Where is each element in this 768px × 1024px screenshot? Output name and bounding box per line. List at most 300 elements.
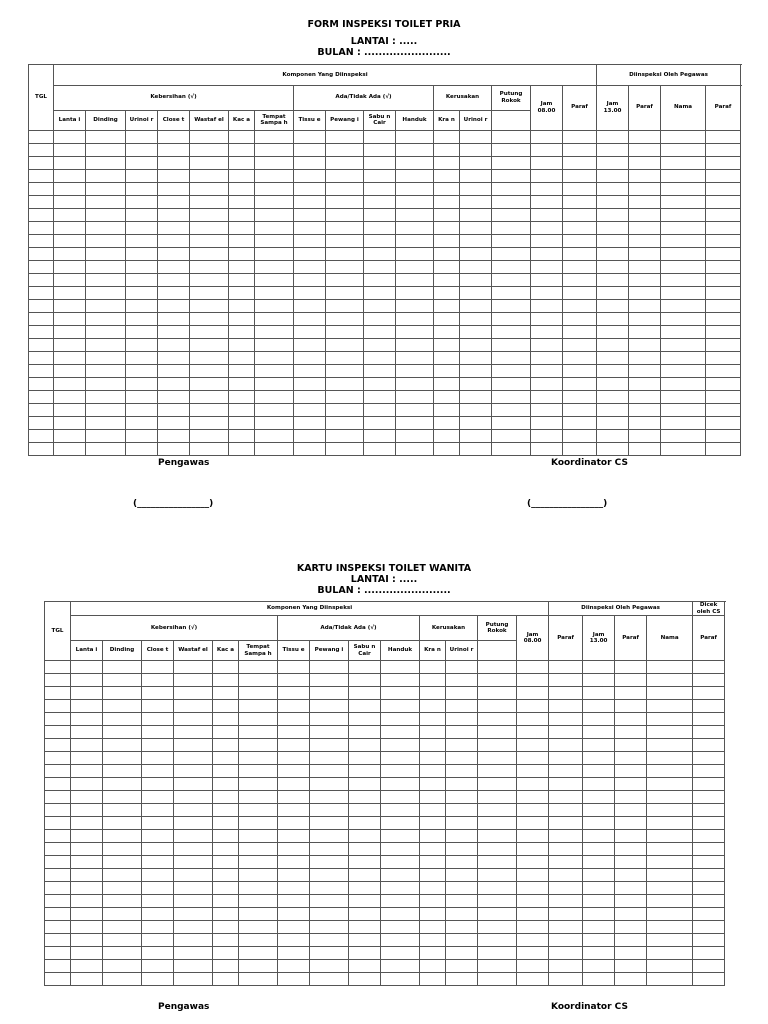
entry-cell[interactable]: [706, 299, 741, 312]
entry-cell[interactable]: [583, 960, 615, 973]
entry-cell[interactable]: [103, 700, 142, 713]
entry-cell[interactable]: [615, 739, 647, 752]
entry-cell[interactable]: [549, 882, 583, 895]
entry-cell[interactable]: [706, 442, 741, 455]
entry-cell[interactable]: [563, 377, 597, 390]
entry-cell[interactable]: [446, 830, 478, 843]
entry-cell[interactable]: [239, 661, 278, 674]
entry-cell[interactable]: [693, 869, 725, 882]
entry-cell[interactable]: [103, 661, 142, 674]
entry-cell[interactable]: [583, 778, 615, 791]
entry-cell[interactable]: [213, 661, 239, 674]
entry-cell[interactable]: [29, 182, 54, 195]
entry-cell[interactable]: [396, 221, 434, 234]
entry-cell[interactable]: [229, 169, 255, 182]
entry-cell[interactable]: [142, 765, 174, 778]
entry-cell[interactable]: [86, 273, 126, 286]
entry-cell[interactable]: [446, 869, 478, 882]
entry-cell[interactable]: [615, 687, 647, 700]
entry-cell[interactable]: [142, 739, 174, 752]
entry-cell[interactable]: [446, 661, 478, 674]
entry-cell[interactable]: [86, 260, 126, 273]
entry-cell[interactable]: [71, 674, 103, 687]
entry-cell[interactable]: [446, 960, 478, 973]
entry-cell[interactable]: [255, 143, 294, 156]
entry-cell[interactable]: [142, 843, 174, 856]
entry-cell[interactable]: [229, 286, 255, 299]
entry-cell[interactable]: [629, 403, 661, 416]
entry-cell[interactable]: [86, 143, 126, 156]
entry-cell[interactable]: [706, 377, 741, 390]
entry-cell[interactable]: [103, 830, 142, 843]
entry-cell[interactable]: [615, 778, 647, 791]
entry-cell[interactable]: [255, 390, 294, 403]
entry-cell[interactable]: [213, 830, 239, 843]
entry-cell[interactable]: [310, 765, 349, 778]
entry-cell[interactable]: [492, 156, 531, 169]
entry-cell[interactable]: [629, 169, 661, 182]
entry-cell[interactable]: [446, 687, 478, 700]
entry-cell[interactable]: [310, 674, 349, 687]
entry-cell[interactable]: [563, 351, 597, 364]
entry-cell[interactable]: [103, 921, 142, 934]
entry-cell[interactable]: [381, 960, 420, 973]
entry-cell[interactable]: [278, 726, 310, 739]
entry-cell[interactable]: [158, 377, 190, 390]
entry-cell[interactable]: [326, 208, 364, 221]
entry-cell[interactable]: [190, 260, 229, 273]
entry-cell[interactable]: [255, 130, 294, 143]
entry-cell[interactable]: [45, 960, 71, 973]
entry-cell[interactable]: [229, 273, 255, 286]
entry-cell[interactable]: [446, 804, 478, 817]
entry-cell[interactable]: [647, 726, 693, 739]
entry-cell[interactable]: [629, 286, 661, 299]
entry-cell[interactable]: [629, 221, 661, 234]
entry-cell[interactable]: [326, 286, 364, 299]
entry-cell[interactable]: [174, 791, 213, 804]
entry-cell[interactable]: [446, 934, 478, 947]
entry-cell[interactable]: [478, 713, 517, 726]
entry-cell[interactable]: [583, 700, 615, 713]
entry-cell[interactable]: [478, 934, 517, 947]
entry-cell[interactable]: [190, 130, 229, 143]
entry-cell[interactable]: [478, 674, 517, 687]
entry-cell[interactable]: [492, 169, 531, 182]
entry-cell[interactable]: [420, 661, 446, 674]
entry-cell[interactable]: [615, 765, 647, 778]
entry-cell[interactable]: [460, 156, 492, 169]
entry-cell[interactable]: [629, 156, 661, 169]
entry-cell[interactable]: [693, 843, 725, 856]
entry-cell[interactable]: [434, 221, 460, 234]
entry-cell[interactable]: [86, 429, 126, 442]
entry-cell[interactable]: [326, 299, 364, 312]
entry-cell[interactable]: [278, 830, 310, 843]
entry-cell[interactable]: [517, 895, 549, 908]
entry-cell[interactable]: [239, 713, 278, 726]
entry-cell[interactable]: [396, 260, 434, 273]
entry-cell[interactable]: [492, 247, 531, 260]
entry-cell[interactable]: [563, 416, 597, 429]
entry-cell[interactable]: [142, 661, 174, 674]
entry-cell[interactable]: [45, 739, 71, 752]
entry-cell[interactable]: [563, 169, 597, 182]
entry-cell[interactable]: [517, 700, 549, 713]
entry-cell[interactable]: [583, 713, 615, 726]
entry-cell[interactable]: [460, 195, 492, 208]
entry-cell[interactable]: [693, 947, 725, 960]
entry-cell[interactable]: [71, 830, 103, 843]
entry-cell[interactable]: [531, 390, 563, 403]
entry-cell[interactable]: [517, 661, 549, 674]
entry-cell[interactable]: [563, 273, 597, 286]
entry-cell[interactable]: [45, 947, 71, 960]
entry-cell[interactable]: [213, 778, 239, 791]
entry-cell[interactable]: [706, 156, 741, 169]
entry-cell[interactable]: [29, 286, 54, 299]
entry-cell[interactable]: [126, 442, 158, 455]
entry-cell[interactable]: [693, 830, 725, 843]
entry-cell[interactable]: [549, 869, 583, 882]
entry-cell[interactable]: [255, 377, 294, 390]
entry-cell[interactable]: [420, 843, 446, 856]
entry-cell[interactable]: [71, 687, 103, 700]
entry-cell[interactable]: [174, 778, 213, 791]
entry-cell[interactable]: [706, 390, 741, 403]
entry-cell[interactable]: [381, 765, 420, 778]
entry-cell[interactable]: [310, 752, 349, 765]
entry-cell[interactable]: [396, 247, 434, 260]
entry-cell[interactable]: [71, 843, 103, 856]
entry-cell[interactable]: [239, 934, 278, 947]
entry-cell[interactable]: [29, 221, 54, 234]
entry-cell[interactable]: [190, 312, 229, 325]
entry-cell[interactable]: [45, 713, 71, 726]
entry-cell[interactable]: [54, 299, 86, 312]
entry-cell[interactable]: [255, 351, 294, 364]
entry-cell[interactable]: [629, 130, 661, 143]
entry-cell[interactable]: [396, 143, 434, 156]
entry-cell[interactable]: [310, 934, 349, 947]
entry-cell[interactable]: [661, 182, 706, 195]
entry-cell[interactable]: [71, 908, 103, 921]
entry-cell[interactable]: [563, 442, 597, 455]
entry-cell[interactable]: [615, 713, 647, 726]
entry-cell[interactable]: [29, 208, 54, 221]
entry-cell[interactable]: [563, 234, 597, 247]
entry-cell[interactable]: [420, 973, 446, 986]
entry-cell[interactable]: [142, 908, 174, 921]
entry-cell[interactable]: [349, 726, 381, 739]
entry-cell[interactable]: [349, 674, 381, 687]
entry-cell[interactable]: [326, 390, 364, 403]
entry-cell[interactable]: [478, 661, 517, 674]
entry-cell[interactable]: [381, 804, 420, 817]
entry-cell[interactable]: [54, 234, 86, 247]
entry-cell[interactable]: [310, 791, 349, 804]
entry-cell[interactable]: [229, 351, 255, 364]
entry-cell[interactable]: [86, 390, 126, 403]
entry-cell[interactable]: [531, 299, 563, 312]
entry-cell[interactable]: [103, 765, 142, 778]
entry-cell[interactable]: [597, 364, 629, 377]
entry-cell[interactable]: [239, 973, 278, 986]
entry-cell[interactable]: [294, 156, 326, 169]
entry-cell[interactable]: [278, 921, 310, 934]
entry-cell[interactable]: [103, 947, 142, 960]
entry-cell[interactable]: [661, 273, 706, 286]
entry-cell[interactable]: [142, 869, 174, 882]
entry-cell[interactable]: [597, 416, 629, 429]
entry-cell[interactable]: [213, 765, 239, 778]
entry-cell[interactable]: [294, 403, 326, 416]
entry-cell[interactable]: [54, 351, 86, 364]
entry-cell[interactable]: [142, 882, 174, 895]
entry-cell[interactable]: [239, 817, 278, 830]
entry-cell[interactable]: [434, 247, 460, 260]
entry-cell[interactable]: [693, 726, 725, 739]
entry-cell[interactable]: [158, 182, 190, 195]
entry-cell[interactable]: [255, 182, 294, 195]
entry-cell[interactable]: [531, 208, 563, 221]
entry-cell[interactable]: [190, 416, 229, 429]
entry-cell[interactable]: [661, 156, 706, 169]
entry-cell[interactable]: [396, 208, 434, 221]
entry-cell[interactable]: [71, 856, 103, 869]
entry-cell[interactable]: [174, 895, 213, 908]
entry-cell[interactable]: [71, 869, 103, 882]
entry-cell[interactable]: [583, 804, 615, 817]
entry-cell[interactable]: [597, 442, 629, 455]
entry-cell[interactable]: [239, 843, 278, 856]
entry-cell[interactable]: [174, 687, 213, 700]
entry-cell[interactable]: [434, 312, 460, 325]
entry-cell[interactable]: [420, 856, 446, 869]
entry-cell[interactable]: [126, 208, 158, 221]
entry-cell[interactable]: [706, 247, 741, 260]
entry-cell[interactable]: [563, 403, 597, 416]
entry-cell[interactable]: [517, 843, 549, 856]
entry-cell[interactable]: [294, 247, 326, 260]
entry-cell[interactable]: [349, 960, 381, 973]
entry-cell[interactable]: [531, 130, 563, 143]
entry-cell[interactable]: [364, 234, 396, 247]
entry-cell[interactable]: [706, 429, 741, 442]
entry-cell[interactable]: [693, 765, 725, 778]
entry-cell[interactable]: [86, 286, 126, 299]
entry-cell[interactable]: [364, 286, 396, 299]
entry-cell[interactable]: [597, 234, 629, 247]
entry-cell[interactable]: [661, 403, 706, 416]
entry-cell[interactable]: [615, 882, 647, 895]
entry-cell[interactable]: [349, 908, 381, 921]
entry-cell[interactable]: [492, 312, 531, 325]
entry-cell[interactable]: [278, 869, 310, 882]
entry-cell[interactable]: [434, 338, 460, 351]
entry-cell[interactable]: [239, 960, 278, 973]
entry-cell[interactable]: [71, 817, 103, 830]
entry-cell[interactable]: [381, 921, 420, 934]
entry-cell[interactable]: [706, 351, 741, 364]
entry-cell[interactable]: [446, 908, 478, 921]
entry-cell[interactable]: [434, 156, 460, 169]
entry-cell[interactable]: [629, 182, 661, 195]
entry-cell[interactable]: [563, 182, 597, 195]
entry-cell[interactable]: [434, 260, 460, 273]
entry-cell[interactable]: [434, 208, 460, 221]
entry-cell[interactable]: [478, 830, 517, 843]
entry-cell[interactable]: [647, 778, 693, 791]
entry-cell[interactable]: [420, 739, 446, 752]
entry-cell[interactable]: [239, 947, 278, 960]
entry-cell[interactable]: [190, 234, 229, 247]
entry-cell[interactable]: [396, 429, 434, 442]
entry-cell[interactable]: [54, 442, 86, 455]
entry-cell[interactable]: [190, 377, 229, 390]
entry-cell[interactable]: [597, 247, 629, 260]
entry-cell[interactable]: [213, 895, 239, 908]
entry-cell[interactable]: [349, 739, 381, 752]
entry-cell[interactable]: [661, 208, 706, 221]
entry-cell[interactable]: [597, 156, 629, 169]
entry-cell[interactable]: [239, 765, 278, 778]
entry-cell[interactable]: [255, 208, 294, 221]
entry-cell[interactable]: [517, 752, 549, 765]
entry-cell[interactable]: [517, 739, 549, 752]
entry-cell[interactable]: [326, 364, 364, 377]
entry-cell[interactable]: [420, 791, 446, 804]
entry-cell[interactable]: [229, 390, 255, 403]
entry-cell[interactable]: [45, 830, 71, 843]
entry-cell[interactable]: [294, 325, 326, 338]
entry-cell[interactable]: [54, 247, 86, 260]
entry-cell[interactable]: [349, 765, 381, 778]
entry-cell[interactable]: [142, 921, 174, 934]
entry-cell[interactable]: [349, 934, 381, 947]
entry-cell[interactable]: [478, 752, 517, 765]
entry-cell[interactable]: [531, 351, 563, 364]
entry-cell[interactable]: [255, 260, 294, 273]
entry-cell[interactable]: [629, 273, 661, 286]
entry-cell[interactable]: [86, 338, 126, 351]
entry-cell[interactable]: [531, 377, 563, 390]
entry-cell[interactable]: [71, 778, 103, 791]
entry-cell[interactable]: [86, 182, 126, 195]
entry-cell[interactable]: [629, 247, 661, 260]
entry-cell[interactable]: [420, 882, 446, 895]
entry-cell[interactable]: [381, 843, 420, 856]
entry-cell[interactable]: [531, 429, 563, 442]
entry-cell[interactable]: [239, 739, 278, 752]
entry-cell[interactable]: [381, 830, 420, 843]
entry-cell[interactable]: [294, 208, 326, 221]
entry-cell[interactable]: [583, 830, 615, 843]
entry-cell[interactable]: [549, 804, 583, 817]
entry-cell[interactable]: [278, 687, 310, 700]
entry-cell[interactable]: [126, 416, 158, 429]
entry-cell[interactable]: [310, 700, 349, 713]
entry-cell[interactable]: [629, 351, 661, 364]
entry-cell[interactable]: [326, 442, 364, 455]
entry-cell[interactable]: [142, 791, 174, 804]
entry-cell[interactable]: [531, 416, 563, 429]
entry-cell[interactable]: [460, 442, 492, 455]
entry-cell[interactable]: [460, 182, 492, 195]
entry-cell[interactable]: [54, 338, 86, 351]
entry-cell[interactable]: [531, 169, 563, 182]
entry-cell[interactable]: [492, 338, 531, 351]
entry-cell[interactable]: [310, 687, 349, 700]
entry-cell[interactable]: [126, 260, 158, 273]
entry-cell[interactable]: [310, 804, 349, 817]
entry-cell[interactable]: [239, 687, 278, 700]
entry-cell[interactable]: [661, 234, 706, 247]
entry-cell[interactable]: [517, 804, 549, 817]
entry-cell[interactable]: [693, 713, 725, 726]
entry-cell[interactable]: [434, 442, 460, 455]
entry-cell[interactable]: [549, 778, 583, 791]
entry-cell[interactable]: [255, 273, 294, 286]
entry-cell[interactable]: [158, 351, 190, 364]
entry-cell[interactable]: [86, 169, 126, 182]
entry-cell[interactable]: [583, 752, 615, 765]
entry-cell[interactable]: [294, 390, 326, 403]
entry-cell[interactable]: [597, 286, 629, 299]
entry-cell[interactable]: [103, 882, 142, 895]
entry-cell[interactable]: [239, 921, 278, 934]
entry-cell[interactable]: [434, 364, 460, 377]
entry-cell[interactable]: [349, 700, 381, 713]
entry-cell[interactable]: [647, 674, 693, 687]
entry-cell[interactable]: [45, 804, 71, 817]
entry-cell[interactable]: [693, 752, 725, 765]
entry-cell[interactable]: [158, 403, 190, 416]
entry-cell[interactable]: [647, 908, 693, 921]
entry-cell[interactable]: [174, 661, 213, 674]
entry-cell[interactable]: [492, 403, 531, 416]
entry-cell[interactable]: [460, 221, 492, 234]
entry-cell[interactable]: [629, 260, 661, 273]
entry-cell[interactable]: [583, 687, 615, 700]
entry-cell[interactable]: [29, 325, 54, 338]
entry-cell[interactable]: [158, 299, 190, 312]
entry-cell[interactable]: [549, 791, 583, 804]
entry-cell[interactable]: [213, 856, 239, 869]
entry-cell[interactable]: [364, 182, 396, 195]
entry-cell[interactable]: [54, 195, 86, 208]
entry-cell[interactable]: [294, 442, 326, 455]
entry-cell[interactable]: [190, 351, 229, 364]
entry-cell[interactable]: [71, 804, 103, 817]
entry-cell[interactable]: [706, 130, 741, 143]
entry-cell[interactable]: [54, 208, 86, 221]
entry-cell[interactable]: [420, 947, 446, 960]
entry-cell[interactable]: [531, 143, 563, 156]
entry-cell[interactable]: [661, 416, 706, 429]
entry-cell[interactable]: [213, 973, 239, 986]
entry-cell[interactable]: [396, 416, 434, 429]
entry-cell[interactable]: [420, 778, 446, 791]
entry-cell[interactable]: [446, 778, 478, 791]
entry-cell[interactable]: [229, 299, 255, 312]
entry-cell[interactable]: [326, 416, 364, 429]
entry-cell[interactable]: [629, 416, 661, 429]
entry-cell[interactable]: [563, 247, 597, 260]
entry-cell[interactable]: [583, 947, 615, 960]
entry-cell[interactable]: [71, 934, 103, 947]
entry-cell[interactable]: [174, 908, 213, 921]
